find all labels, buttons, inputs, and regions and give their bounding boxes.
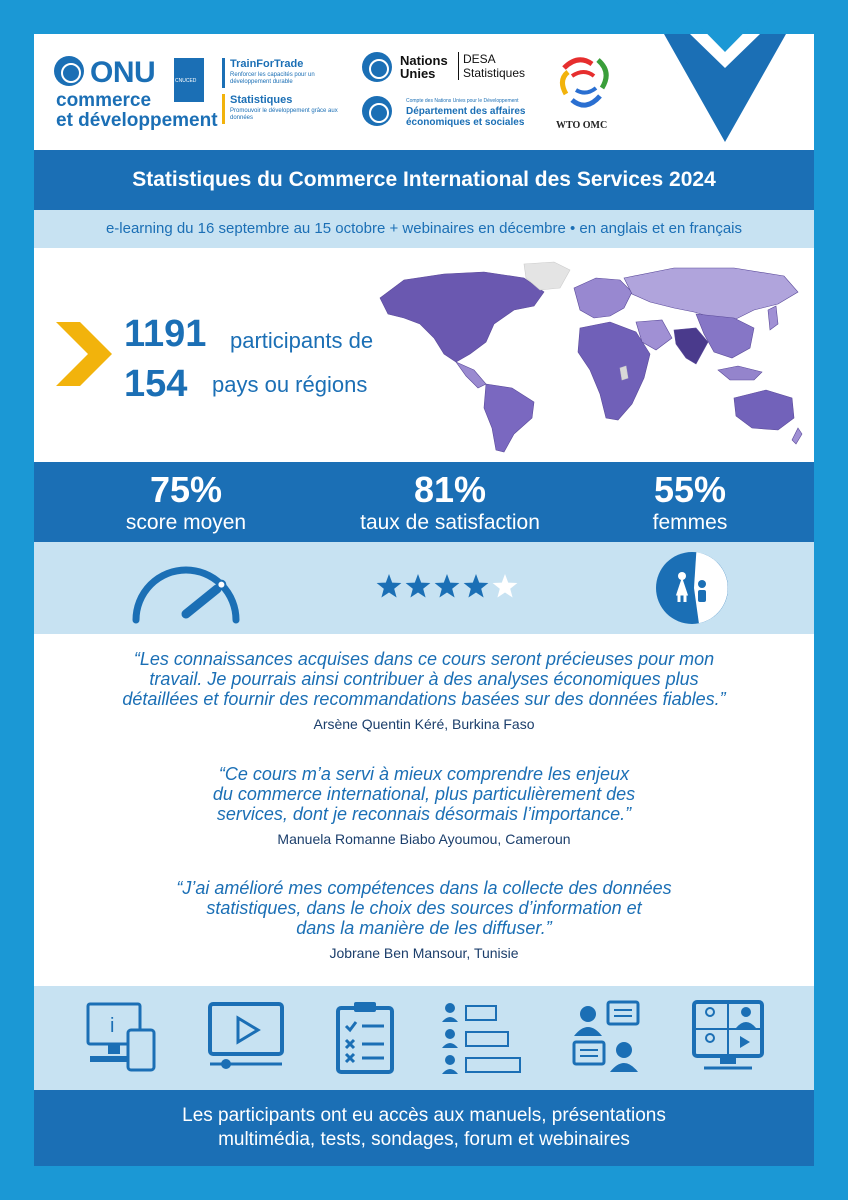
- desa-text: DESA Statistiques: [458, 52, 528, 80]
- stat-satisfaction: [320, 462, 580, 534]
- arrow-chevron-icon: [56, 322, 112, 386]
- trainfortrade-bar: [222, 58, 225, 88]
- star-filled-icon: [435, 574, 460, 598]
- stat-value: 81%: [413, 469, 487, 510]
- statistiques-bar: [222, 94, 225, 124]
- star-filled-icon: [464, 574, 489, 598]
- stat-value: 55%: [653, 469, 727, 510]
- un-emblem-icon: [54, 56, 84, 86]
- statistiques-sub: Promouvoir le développement grâce aux données: [230, 108, 338, 121]
- quote-2-author: Manuela Romanne Biabo Ayoumou, Cameroun: [277, 831, 571, 847]
- quote-line: du commerce international, plus particulièrement des: [212, 784, 636, 804]
- footer: [34, 1090, 814, 1166]
- cnuced-label: CNUCED: [175, 78, 197, 84]
- pie-slice-men: [694, 552, 728, 623]
- surveys-icon: [438, 1000, 524, 1076]
- star-filled-icon: [406, 574, 431, 598]
- stat-label: score moyen: [125, 511, 247, 534]
- multimedia-icon: [206, 1000, 286, 1076]
- indicator-band: [34, 542, 814, 634]
- wto-text: WTO OMC: [556, 120, 608, 131]
- participant-label: participants de: [230, 328, 374, 353]
- stat-label: femmes: [652, 511, 728, 534]
- gauge-needle: [186, 589, 217, 614]
- onu-logo-line3: et développement: [56, 110, 218, 131]
- quote-line: détaillées et fournir des recommandations basées sur des données fiables.”: [122, 689, 726, 709]
- country-label: pays ou régions: [212, 372, 368, 397]
- trainfortrade-sub: Renforcer les capacités pour un développement durable: [230, 72, 315, 85]
- tools-band: [34, 986, 814, 1090]
- quote-line: “Les connaissances acquises dans ce cours seront précieuses pour mon: [133, 649, 715, 669]
- infographic-card: [34, 34, 814, 1166]
- stat-women: [560, 462, 814, 534]
- stats-band: [34, 462, 814, 542]
- svg-text:i: i: [110, 1015, 115, 1037]
- quote-2: [34, 764, 814, 824]
- quote-line: “J’ai amélioré mes compétences dans la collecte des données: [176, 878, 672, 898]
- rating-stars: [374, 572, 530, 602]
- stat-score: [56, 462, 316, 534]
- page-title: Statistiques du Commerce International des Services 2024: [34, 150, 814, 210]
- gauge-marker: [217, 581, 225, 589]
- trainfortrade-title: TrainForTrade: [230, 58, 304, 70]
- quote-line: dans la manière de les diffuser.”: [296, 918, 552, 938]
- quote-line: travail. Je pourrais ainsi contribuer à des analyses économiques plus: [149, 669, 699, 689]
- star-filled-icon: [377, 574, 402, 598]
- quote-3: [34, 878, 814, 938]
- quote-line: services, dont je reconnais désormais l’importance.”: [216, 804, 632, 824]
- gauge-icon: [126, 554, 246, 624]
- quote-3-author: Jobrane Ben Mansour, Tunisie: [329, 945, 519, 961]
- webinars-icon: [690, 1000, 766, 1076]
- onu-logo-line2: commerce: [56, 90, 152, 111]
- stat-value: 75%: [149, 469, 223, 510]
- nations-unies-text: Nations Unies: [400, 53, 448, 81]
- world-map: [374, 258, 804, 454]
- course-dates: e-learning du 16 septembre au 15 octobre + webinaires en décembre • en anglais et en français: [34, 210, 814, 248]
- manuals-icon: [84, 1000, 160, 1076]
- un-emblem-icon: [362, 96, 392, 126]
- star-empty-icon: [493, 574, 518, 598]
- onu-logo-text: ONU: [90, 56, 156, 89]
- quote-line: statistiques, dans le choix des sources d’information et: [206, 898, 642, 918]
- statistiques-title: Statistiques: [230, 94, 293, 106]
- un-emblem-icon: [362, 52, 392, 82]
- stat-label: taux de satisfaction: [360, 511, 540, 534]
- participant-count: 1191: [124, 313, 207, 355]
- quote-line: “Ce cours m’a servi à mieux comprendre les enjeux: [218, 764, 630, 784]
- forum-icon: [570, 1000, 642, 1076]
- gender-pie-icon: [652, 548, 732, 628]
- footer-line: multimédia, tests, sondages, forum et webinaires: [218, 1129, 630, 1150]
- country-count: 154: [124, 363, 188, 405]
- quote-1-author: Arsène Quentin Kéré, Burkina Faso: [313, 716, 535, 732]
- tests-icon: [334, 1000, 398, 1076]
- compte-text: Compte des Nations Unies pour le Développement: [406, 98, 519, 104]
- departement-text: Département des affaires économiques et sociales: [406, 106, 526, 128]
- wto-logo-icon: [558, 54, 614, 114]
- footer-line: Les participants ont eu accès aux manuels, présentations: [182, 1105, 666, 1126]
- partner-logos: [34, 34, 814, 150]
- quote-1: [34, 649, 814, 709]
